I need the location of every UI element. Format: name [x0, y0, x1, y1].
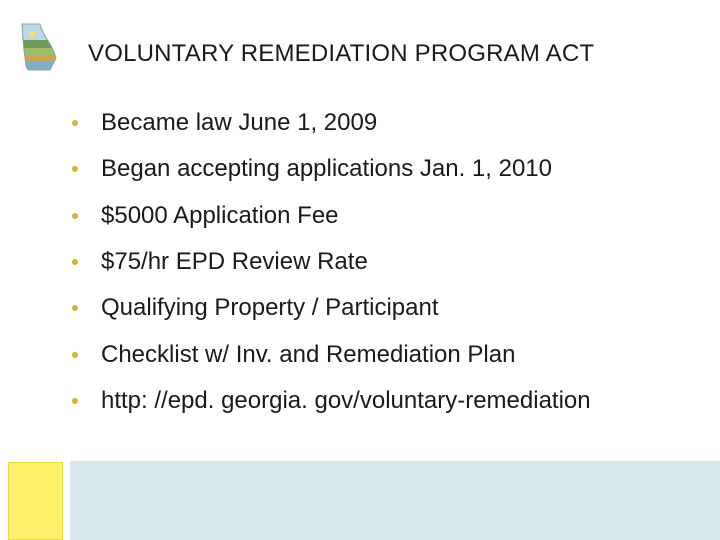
bullet-item — [72, 239, 712, 285]
bullet-text: Qualifying Property / Participant — [101, 294, 439, 322]
footer-yellow-accent — [8, 462, 63, 540]
bullet-icon — [72, 166, 78, 172]
bullet-item — [72, 285, 712, 331]
bullet-item — [72, 331, 712, 377]
bullet-icon — [72, 120, 78, 126]
bullet-item — [72, 193, 712, 239]
bullet-icon — [72, 213, 78, 219]
slide-title: VOLUNTARY REMEDIATION PROGRAM ACT — [88, 40, 595, 67]
epd-voluntary-remediation-link[interactable]: http: //epd. georgia. gov/voluntary-remediation — [101, 386, 591, 414]
bullet-text: $75/hr EPD Review Rate — [101, 248, 368, 276]
bullet-item — [72, 146, 712, 192]
bullet-text: Checklist w/ Inv. and Remediation Plan — [101, 340, 516, 368]
bullet-icon — [72, 259, 78, 265]
bullet-text: Became law June 1, 2009 — [101, 109, 378, 137]
bullet-text: Began accepting applications Jan. 1, 2010 — [101, 155, 552, 183]
georgia-state-map-logo-icon — [14, 22, 60, 72]
bullet-item[interactable] — [72, 378, 712, 424]
bullet-icon — [72, 305, 78, 311]
bullet-icon — [72, 352, 78, 358]
bullet-text: $5000 Application Fee — [101, 201, 339, 229]
bullet-list — [72, 100, 712, 424]
footer-blue-panel — [70, 461, 720, 540]
bullet-item — [72, 100, 712, 146]
bullet-icon — [72, 398, 78, 404]
